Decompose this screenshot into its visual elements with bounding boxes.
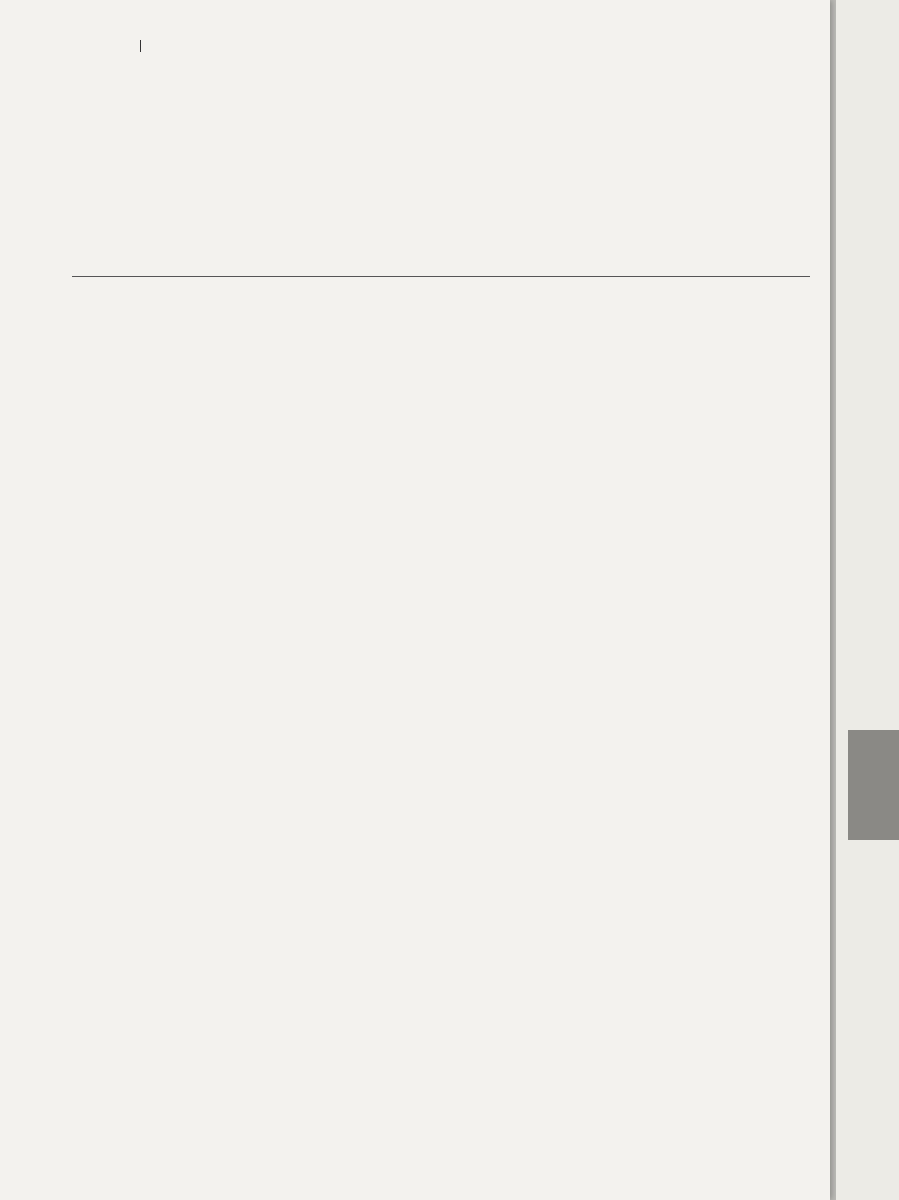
old-style-label — [140, 40, 146, 52]
next-page-block — [848, 730, 899, 840]
page-header — [0, 22, 830, 72]
section-divider — [72, 276, 810, 277]
next-page-edge — [836, 0, 899, 1200]
